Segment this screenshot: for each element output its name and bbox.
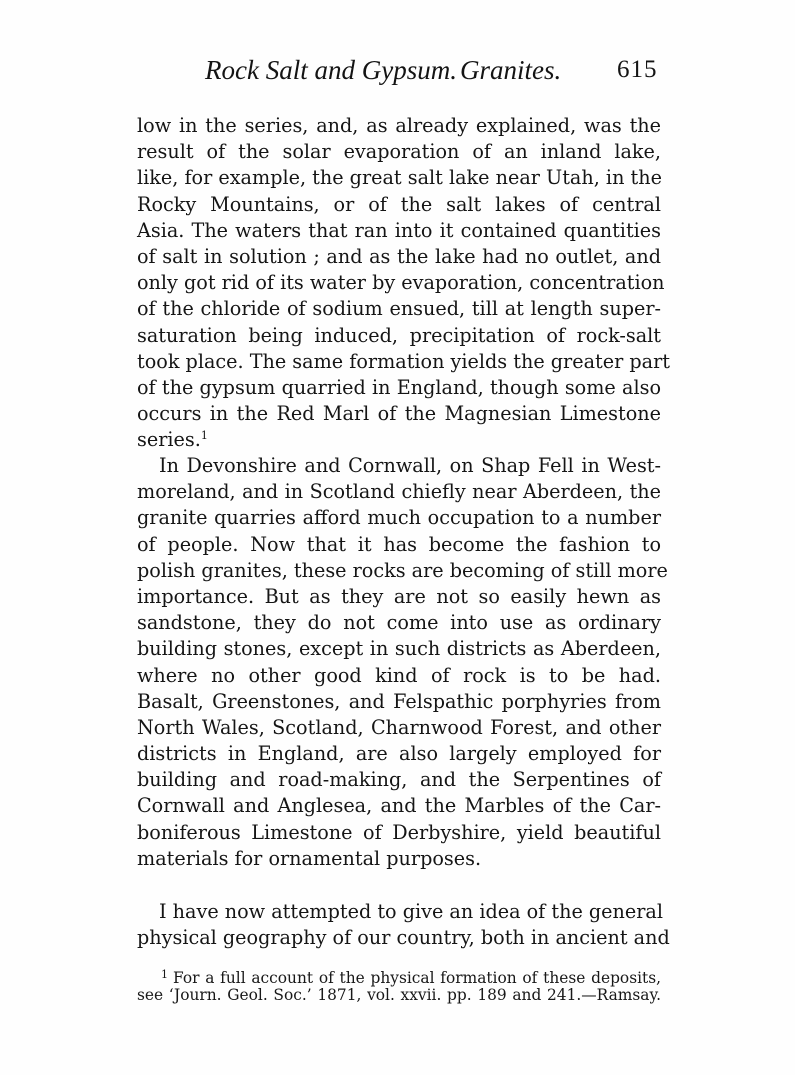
page-number: 615 (617, 56, 658, 83)
text-line: granite quarries afford much occupation to a number (137, 506, 661, 530)
text-line: importance. But as they are not so easily hewn as (137, 584, 661, 608)
text-line: Basalt, Greenstones, and Felspathic porphyries from (137, 689, 661, 713)
text-line: of the gypsum quarried in England, though some also (137, 375, 661, 399)
running-head-left-title: Rock Salt and Gypsum. (205, 55, 457, 85)
text-line-last (137, 427, 661, 453)
text-line: Cornwall and Anglesea, and the Marbles of the Car- (137, 794, 661, 818)
text-line-content: series. (137, 428, 201, 452)
text-line: of the chloride of sodium ensued, till at length super- (137, 297, 661, 321)
text-line: Asia. The waters that ran into it contained quantities (137, 218, 661, 242)
text-line: like, for example, the great salt lake near Utah, in the (137, 166, 662, 190)
running-head-right-title: Granites. (460, 55, 562, 85)
text-line-first: I have now attempted to give an idea of the general (159, 900, 663, 923)
text-line: districts in England, are also largely employed for (137, 742, 661, 766)
running-head (205, 52, 660, 88)
text-line: saturation being induced, precipitation of rock-salt (137, 323, 661, 347)
footnotes (137, 964, 661, 1006)
text-line: moreland, and in Scotland chiefly near Aberdeen, the (137, 480, 661, 504)
text-line: of salt in solution ; and as the lake had no outlet, and (137, 244, 661, 268)
text-line: took place. The same formation yields the greater part (137, 349, 670, 373)
text-line: sandstone, they do not come into use as ordinary (137, 611, 661, 635)
text-line-last: materials for ornamental purposes. (137, 846, 482, 870)
text-line: polish granites, these rocks are becoming of still more (137, 558, 668, 582)
text-line: physical geography of our country, both in ancient and (137, 926, 670, 950)
text-line: of people. Now that it has become the fashion to (137, 532, 661, 556)
text-line: building and road-making, and the Serpentines of (137, 768, 661, 792)
paragraph-rock-salt (137, 113, 670, 453)
paragraph-granites (137, 453, 668, 872)
paragraph-conclusion (137, 899, 670, 951)
text-line: only got rid of its water by evaporation, concentration (137, 271, 665, 295)
footnote-line: see ‘Journ. Geol. Soc.’ 1871, vol. xxvii. pp. 189 and 241.—Ramsay. (137, 986, 661, 1004)
text-line-first: In Devonshire and Cornwall, on Shap Fell in West- (159, 454, 661, 477)
footnote-marker: 1 (161, 968, 168, 981)
text-line: result of the solar evaporation of an inland lake, (137, 140, 661, 164)
text-line: boniferous Limestone of Derbyshire, yield beautiful (137, 820, 661, 844)
footnote-line-first (137, 964, 661, 985)
text-line: where no other good kind of rock is to be had. (137, 663, 661, 687)
text-line: low in the series, and, as already explained, was the (137, 114, 661, 137)
text-line: Rocky Mountains, or of the salt lakes of central (137, 192, 661, 216)
footnote-reference[interactable]: 1 (200, 429, 208, 443)
text-line: occurs in the Red Marl of the Magnesian Limestone (137, 402, 661, 426)
text-line: North Wales, Scotland, Charnwood Forest, and other (137, 715, 661, 739)
footnote-text: For a full account of the physical formation of these deposits, (173, 969, 661, 987)
text-line: building stones, except in such districts as Aberdeen, (137, 637, 661, 661)
